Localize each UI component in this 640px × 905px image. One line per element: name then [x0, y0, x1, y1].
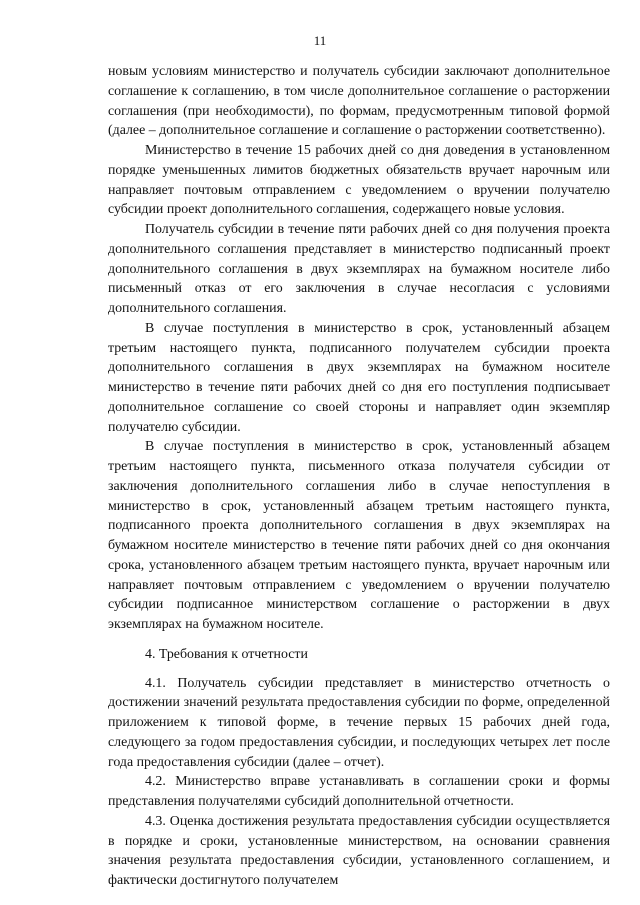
paragraph-signed-project: В случае поступления в министерство в срок, установленный абзацем третьим настоящего пункта, подписанного получателем субсидии проекта дополнительного соглашения в двух экземплярах на бумажном носителе министерство в течение пяти рабочих дней со дня его поступления подписывает дополнительное соглашение со своей стороны и направляет один экземпляр получателю субсидии.: [108, 320, 610, 435]
paragraph-continuation: новым условиям министерство и получатель субсидии заключают дополнительное соглашение к соглашению, в том числе дополнительное соглашение о расторжении соглашения (при необходимости), по формам, предусмотренным типовой формой (далее – дополнительное соглашение и соглашение о расторжении соответственно).: [108, 64, 610, 139]
page-number: 11: [313, 33, 327, 48]
paragraph-recipient-response: Получатель субсидии в течение пяти рабочих дней со дня получения проекта дополнительного соглашения представляет в министерство подписанный проект дополнительного соглашения в двух экземплярах на бумажном носителе либо письменный отказ от его заключения в случае несогласия с условиями дополнительного соглашения.: [108, 222, 610, 316]
document-body: [108, 62, 610, 891]
paragraph-4-2: 4.2. Министерство вправе устанавливать в соглашении сроки и формы представления получателями субсидий дополнительной отчетности.: [108, 774, 610, 809]
paragraph-4-1: 4.1. Получатель субсидии представляет в министерство отчетность о достижении значений результата предоставления субсидии по форме, определенной приложением к типовой форме, в течение первых 15 рабочих дней года, следующего за годом предоставления субсидии, и последующих четырех лет после года предоставления субсидии (далее – отчет).: [108, 675, 610, 770]
paragraph-4-3: 4.3. Оценка достижения результата предоставления субсидии осуществляется в порядке и сроки, установленные министерством, на основании сравнения значения результата предоставления субсидии, установленного соглашением, и фактически достигнутого получателем: [108, 813, 610, 888]
paragraph-refusal: В случае поступления в министерство в срок, установленный абзацем третьим настоящего пункта, письменного отказа получателя субсидии от заключения дополнительного соглашения либо в случае непоступления в министерство в срок, установленный абзацем третьим настоящего пункта, подписанного проекта дополнительного соглашения в двух экземплярах на бумажном носителе министерство в течение пяти рабочих дней со дня окончания срока, установленного абзацем третьим настоящего пункта, вручает нарочным или направляет почтовым отправлением с уведомлением о вручении получателю субсидии подписанное министерством соглашение о расторжении в двух экземплярах на бумажном носителе.: [108, 439, 610, 632]
section-heading-reporting: 4. Требования к отчетности: [145, 646, 308, 662]
paragraph-ministry-deadline: Министерство в течение 15 рабочих дней со дня доведения в установленном порядке уменьшенных лимитов бюджетных обязательств вручает нарочным или направляет почтовым отправлением с уведомлением о вручении получателю субсидии проект дополнительного соглашения, содержащего новые условия.: [108, 143, 610, 218]
